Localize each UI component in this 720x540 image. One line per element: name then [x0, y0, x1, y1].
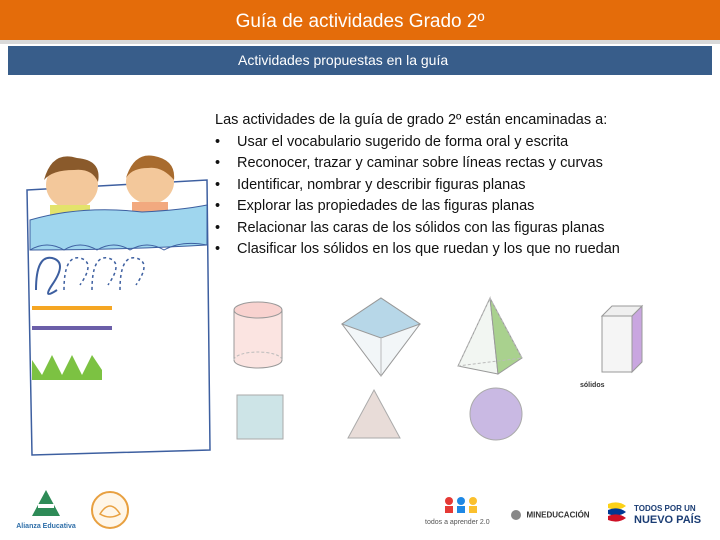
list-item: • Identificar, nombrar y describir figuras planas [215, 175, 620, 197]
section-title: Actividades propuestas en la guía [238, 52, 449, 68]
mineducacion-text: MINEDUCACIÓN [526, 510, 590, 520]
mineducacion-logo [510, 506, 594, 526]
todos-aprender-text: todos a aprender 2.0 [425, 519, 490, 526]
section-banner [8, 46, 712, 75]
todos-aprender-logo [425, 496, 497, 530]
alianza-text: Alianza Educativa [16, 523, 76, 530]
intro-text: Las actividades de la guía de grado 2º están encaminadas a: [215, 112, 608, 128]
shield-icon [510, 509, 522, 521]
octahedron-figure [340, 296, 422, 378]
slide-title: Guía de actividades Grado 2º [0, 0, 720, 44]
people-icon [441, 496, 481, 514]
list-item: • Explorar las propiedades de las figuras planas [215, 196, 620, 218]
nuevo-pais-logo [604, 498, 714, 534]
triangle-figure [346, 388, 402, 440]
list-item: • Usar el vocabulario sugerido de forma oral y escrita [215, 132, 620, 154]
activities-text [215, 110, 620, 261]
nuevo-pais-line2: NUEVO PAÍS [634, 514, 702, 526]
flag-figure-icon [604, 500, 630, 530]
list-item: • Relacionar las caras de los sólidos con las figuras planas [215, 218, 620, 240]
alianza-mark-icon [10, 488, 82, 518]
square-figure [236, 394, 284, 440]
circle-figure [468, 386, 524, 442]
worksheet-illustration [22, 150, 212, 460]
prism-figure [598, 304, 646, 376]
solids-label: sólidos [580, 382, 605, 389]
alianza-logo [10, 488, 82, 536]
nuevo-pais-line1: TODOS POR UN [634, 504, 696, 513]
list-item: • Reconocer, trazar y caminar sobre líneas rectas y curvas [215, 153, 620, 175]
cylinder-figure [228, 300, 288, 372]
list-item: • Clasificar los sólidos en los que ruedan y los que no ruedan [215, 239, 620, 261]
activities-list [215, 132, 620, 261]
pyramid-figure [454, 296, 526, 376]
circular-seal-icon [90, 490, 130, 530]
